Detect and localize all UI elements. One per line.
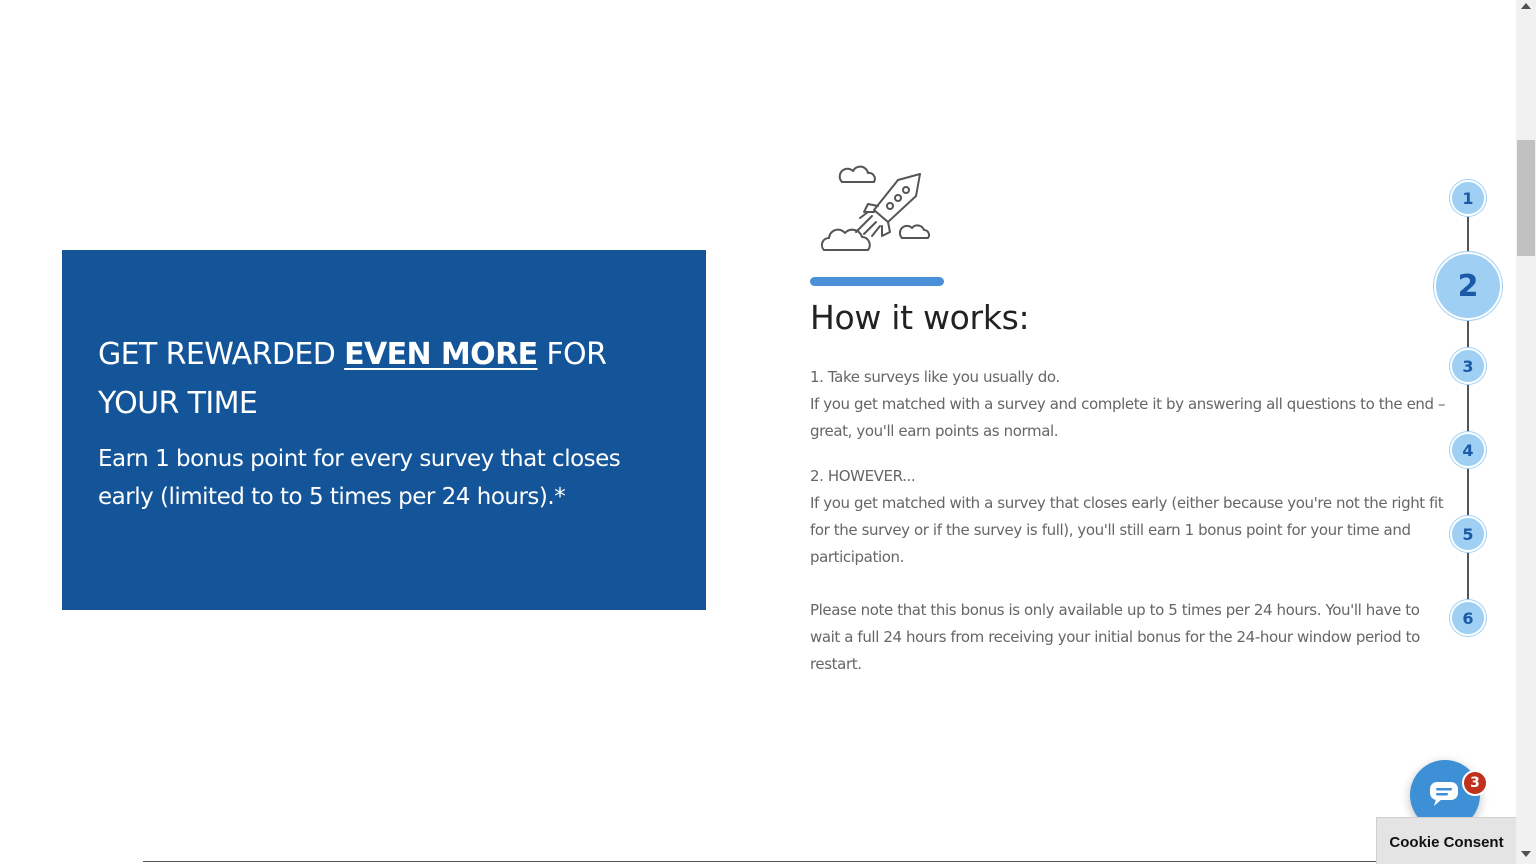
step-2-heading: 2. HOWEVER...	[810, 467, 916, 485]
step-1-heading: 1. Take surveys like you usually do.	[810, 368, 1060, 386]
promo-card	[62, 250, 706, 610]
scroll-down-arrow-icon[interactable]	[1521, 851, 1531, 857]
rocket-icon	[812, 160, 936, 256]
step-1-text: If you get matched with a survey and complete it by answering all questions to the end – great, you'll earn points as normal.	[810, 395, 1446, 440]
step-dot-5[interactable]: 5	[1450, 516, 1486, 552]
scrollbar-thumb[interactable]	[1517, 140, 1535, 256]
step-2-text: If you get matched with a survey that closes early (either because you're not the right fit for the survey or if the survey is full), you'll still earn 1 bonus point for your time and participation.	[810, 494, 1444, 566]
how-it-works-body	[810, 364, 1450, 696]
step-dot-6[interactable]: 6	[1450, 600, 1486, 636]
bonus-note-text: Please note that this bonus is only available up to 5 times per 24 hours. You'll have to wait a full 24 hours from receiving your initial bonus for the 24-hour window period to restart.	[810, 601, 1420, 673]
headline-emphasis: EVEN MORE	[344, 337, 538, 372]
bottom-divider	[143, 861, 1516, 862]
step-2-block	[810, 463, 1450, 571]
bonus-note	[810, 597, 1450, 678]
step-1-block	[810, 364, 1450, 445]
accent-bar	[810, 277, 944, 286]
headline-pre: GET REWARDED	[98, 337, 345, 372]
step-dot-3[interactable]: 3	[1450, 348, 1486, 384]
vertical-scrollbar[interactable]	[1516, 0, 1536, 864]
chat-notification-badge: 3	[1462, 770, 1488, 796]
step-dot-2[interactable]: 2	[1434, 252, 1502, 320]
step-dot-4[interactable]: 4	[1450, 432, 1486, 468]
promo-headline	[98, 330, 670, 428]
how-it-works-title: How it works:	[810, 298, 1030, 337]
chat-icon	[1428, 779, 1462, 812]
step-dot-1[interactable]: 1	[1450, 180, 1486, 216]
cookie-consent-button[interactable]: Cookie Consent	[1376, 817, 1516, 864]
scroll-up-arrow-icon[interactable]	[1521, 3, 1531, 9]
headline-post: FOR YOUR TIME	[98, 337, 607, 421]
promo-subtext: Earn 1 bonus point for every survey that closes early (limited to to 5 times per 24 hours).*	[98, 446, 621, 510]
